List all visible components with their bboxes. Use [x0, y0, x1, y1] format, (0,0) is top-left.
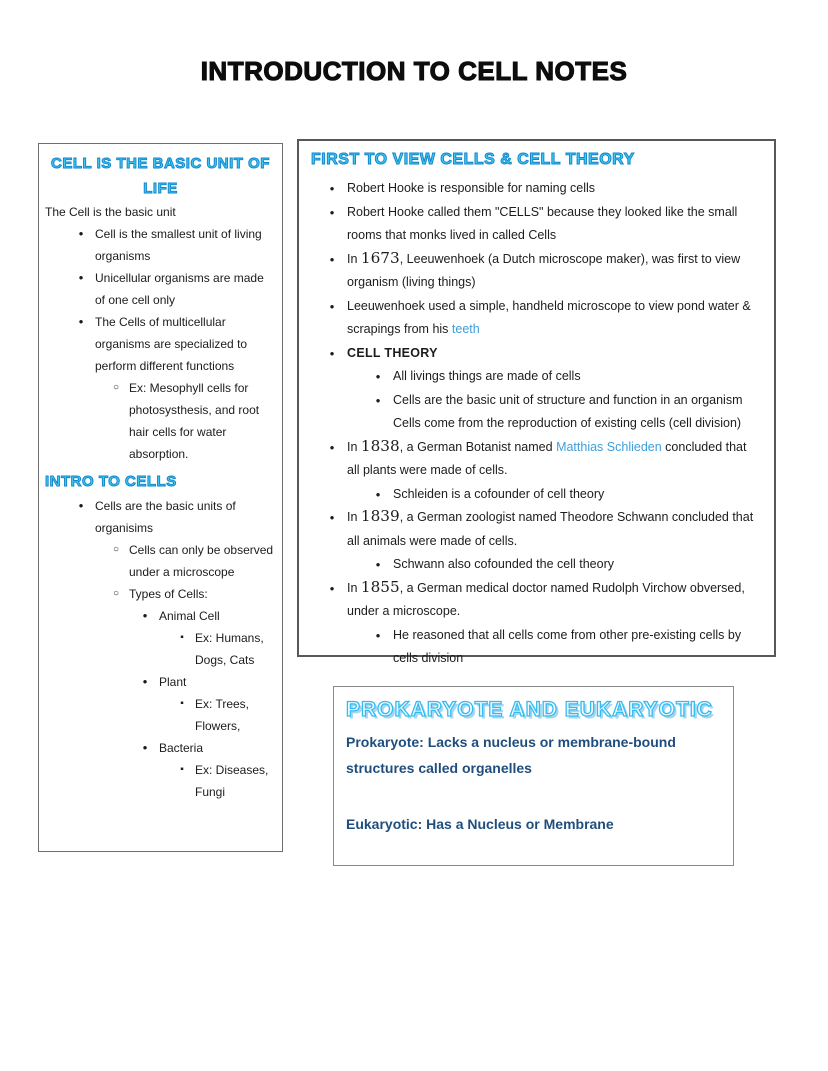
note-item: [131, 671, 276, 693]
bullet-marker: •: [142, 608, 148, 623]
note-text: [347, 436, 762, 483]
section-heading-intro-to-cells: INTRO TO CELLS: [45, 473, 177, 490]
note-text-segment: The Cells of multicellular organisms are specialized to perform different functions: [95, 315, 248, 373]
bullet-marker: ▪: [180, 632, 184, 643]
bullet-marker: •: [375, 392, 381, 408]
bullet-marker: •: [329, 510, 335, 525]
note-item: [317, 177, 762, 201]
note-text: [195, 759, 276, 803]
note-item: [67, 495, 276, 539]
bullet-marker: ○: [112, 382, 120, 393]
bullet-marker: ○: [112, 544, 120, 555]
note-item: [317, 201, 762, 248]
note-text-segment: Ex: Mesophyll cells for photosysthesis, and root hair cells for water absorption.: [129, 381, 260, 461]
bullet-marker: ▪: [180, 698, 184, 709]
bullet-marker: •: [329, 345, 335, 361]
note-text: [195, 693, 276, 737]
bullet-marker: •: [78, 314, 84, 329]
section-heading-first-to-view: FIRST TO VIEW CELLS & CELL THEORY: [311, 151, 635, 168]
prokaryote-box: [333, 686, 734, 866]
note-text: [393, 553, 762, 577]
note-text: [393, 483, 762, 507]
bullet-marker: ○: [112, 588, 120, 599]
note-item: [363, 365, 762, 389]
note-text-segment: Bacteria: [159, 741, 204, 755]
note-text: [393, 624, 762, 671]
note-item: [317, 342, 762, 366]
bullet-marker: •: [78, 270, 84, 285]
note-text: [129, 377, 276, 465]
note-text-segment: , a German Botanist named: [399, 439, 557, 454]
note-item: [363, 412, 762, 436]
bullet-marker: •: [375, 486, 381, 502]
note-text: [159, 605, 276, 627]
intro-to-cells-list: [45, 495, 276, 803]
bullet-marker: ▪: [180, 764, 184, 775]
section-heading-prokaryote: PROKARYOTE AND EUKARYOTIC: [346, 698, 713, 721]
note-text-segment: concluded that all plants were made of cells.: [347, 439, 747, 477]
note-text-segment: In: [347, 580, 361, 595]
bullet-marker: •: [329, 251, 335, 267]
bullet-marker: •: [329, 181, 335, 196]
bullet-marker: •: [78, 498, 84, 513]
note-text: [95, 495, 276, 539]
note-text-segment: Leeuwenhoek used a simple, handheld microscope to view pond water & scrapings from his: [347, 298, 751, 336]
note-item: [317, 577, 762, 624]
bullet-marker: •: [142, 740, 148, 755]
note-text-segment: Cells are the basic units of organisims: [95, 499, 236, 535]
note-text: [347, 201, 762, 248]
note-text-segment: He reasoned that all cells come from other pre-existing cells by cells division: [393, 627, 742, 665]
note-text: [95, 223, 276, 267]
note-text-segment-blue: Matthias Schlieden: [556, 439, 662, 454]
note-text: [347, 342, 762, 366]
bullet-marker: •: [329, 298, 335, 314]
note-text-segment: In: [347, 510, 361, 524]
intro-line: The Cell is the basic unit: [45, 205, 176, 219]
bullet-marker: •: [329, 580, 335, 596]
note-text-segment: Ex: Diseases, Fungi: [195, 763, 269, 799]
note-text: [129, 583, 276, 605]
bullet-marker: •: [329, 204, 335, 220]
note-text-segment-bold: CELL THEORY: [347, 345, 438, 360]
note-item: [317, 436, 762, 483]
note-text-segment: Schwann also cofounded the cell theory: [393, 557, 614, 571]
note-item: [317, 506, 762, 553]
note-text-segment: Cell is the smallest unit of living organisms: [95, 227, 262, 263]
note-text-segment: Animal Cell: [159, 609, 220, 623]
note-text: [393, 412, 762, 436]
first-to-view-list: [311, 177, 762, 671]
note-text-segment-blue: teeth: [451, 322, 480, 336]
note-text-segment: Cells are the basic unit of structure and function in an organism: [393, 392, 743, 407]
note-text: [95, 311, 276, 377]
note-item: [169, 693, 276, 737]
bullet-marker: •: [329, 439, 335, 455]
note-text-segment: Plant: [159, 675, 187, 689]
note-text: [347, 577, 762, 624]
note-text: [159, 737, 276, 759]
note-text: [347, 295, 762, 342]
note-item: [131, 737, 276, 759]
note-item: [317, 248, 762, 295]
note-text: [347, 248, 762, 295]
note-text-segment: Cells come from the reproduction of existing cells (cell division): [393, 416, 742, 430]
note-text-segment-year: 1839: [360, 507, 400, 525]
note-item: [363, 624, 762, 671]
note-item: [131, 605, 276, 627]
prokaryote-definition: Prokaryote: Lacks a nucleus or membrane-bound structures called organelles: [346, 734, 676, 776]
note-text-segment-year: 1838: [360, 436, 400, 455]
bullet-marker: •: [78, 226, 84, 241]
note-text-segment: In: [347, 251, 361, 266]
note-text-segment: , Leeuwenhoek (a Dutch microscope maker), was first to view organism (living things): [347, 251, 741, 289]
note-item: [67, 311, 276, 377]
note-item: [103, 377, 276, 465]
note-text-segment-year: 1855: [360, 577, 400, 596]
note-text: [393, 365, 762, 389]
bullet-marker: •: [142, 674, 148, 689]
bullet-marker: •: [375, 369, 381, 384]
note-text-segment: Cells can only be observed under a microscope: [129, 543, 274, 579]
note-item: [169, 627, 276, 671]
note-item: [103, 539, 276, 583]
note-text: [393, 389, 762, 413]
note-text-segment: Ex: Trees, Flowers,: [195, 697, 250, 733]
note-item: [363, 483, 762, 507]
cell-basic-unit-box: [38, 143, 283, 852]
page-title: INTRODUCTION TO CELL NOTES: [200, 56, 628, 86]
note-text: [129, 539, 276, 583]
bullet-marker: •: [375, 557, 381, 572]
note-text-segment: Unicellular organisms are made of one cell only: [95, 271, 264, 307]
note-item: [363, 553, 762, 577]
note-text-segment: Robert Hooke called them "CELLS" because they looked like the small rooms that monks lived in called Cells: [347, 204, 738, 242]
note-item: [363, 389, 762, 413]
note-text: [159, 671, 276, 693]
note-text-segment: , a German medical doctor named Rudolph Virchow obversed, under a microscope.: [347, 580, 745, 618]
note-text: [95, 267, 276, 311]
note-text-segment: Types of Cells:: [129, 587, 208, 601]
section-heading-cell-basic-unit: CELL IS THE BASIC UNIT OF LIFE: [51, 155, 270, 197]
note-item: [317, 295, 762, 342]
eukaryotic-definition: Eukaryotic: Has a Nucleus or Membrane: [346, 816, 614, 832]
bullet-marker: •: [375, 627, 381, 643]
note-item: [67, 223, 276, 267]
note-text-segment-year: 1673: [360, 248, 400, 267]
note-text-segment: Ex: Humans, Dogs, Cats: [195, 631, 264, 667]
note-text-segment: Schleiden is a cofounder of cell theory: [393, 486, 605, 501]
note-item: [169, 759, 276, 803]
note-item: [103, 583, 276, 605]
note-text: [347, 506, 762, 553]
note-text-segment: All livings things are made of cells: [393, 369, 581, 383]
note-item: [67, 267, 276, 311]
note-text: [347, 177, 762, 201]
note-text-segment: , a German zoologist named Theodore Schwann concluded that all animals were made of cells.: [347, 510, 754, 548]
note-text-segment: In: [347, 439, 361, 454]
note-text-segment: Robert Hooke is responsible for naming cells: [347, 181, 596, 195]
first-to-view-box: [297, 139, 776, 665]
cell-basic-unit-list: [45, 223, 276, 465]
note-text: [195, 627, 276, 671]
